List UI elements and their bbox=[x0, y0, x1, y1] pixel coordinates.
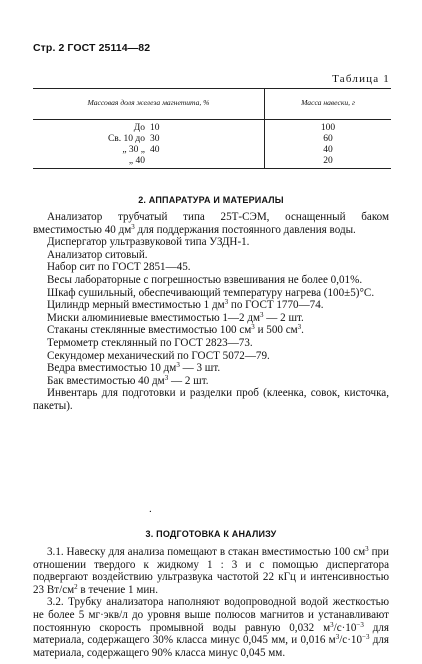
paragraph: Термометр стеклянный по ГОСТ 2823—73. bbox=[47, 336, 253, 349]
range-start: „ 30 „ bbox=[122, 145, 145, 155]
section-2-body bbox=[33, 211, 389, 413]
paragraph: Диспергатор ультразвуковой типа УЗДН-1. bbox=[47, 236, 250, 249]
paragraph: Миски алюминиевые вместимостью 1—2 $дм^3$ — 2 шт. bbox=[47, 310, 304, 324]
paragraph: Анализатор ситовый. bbox=[47, 248, 148, 261]
paragraph: Бак вместимостью 40 $дм^3$ — 2 шт. bbox=[47, 373, 209, 387]
section-3-title: 3. ПОДГОТОВКА К АНАЛИЗУ bbox=[145, 529, 277, 539]
range-start: До bbox=[133, 123, 145, 133]
table-bottom-rule bbox=[33, 168, 391, 169]
range-start: Св. 10 до bbox=[107, 134, 145, 144]
paragraph: Секундомер механический по ГОСТ 5072—79. bbox=[47, 349, 270, 362]
paragraph: 3.2. Трубку анализатора наполняют водопроводной водой жесткостью не более 5 мг·экв/л до уровня выше полюсов магнитов и устанавливают постоянную скорость промывной воды равную 0,032 $м^3/с\cdot 10^{-3}$ для материала, содержащего 30% класса минус 0,045 мм, и 0,016 $м^3/с\cdot 10^{-3}$ для материала, содержащего 90% класса минус 0,045 мм. bbox=[33, 596, 390, 659]
table-row bbox=[33, 156, 391, 167]
sample-mass: 20 bbox=[323, 156, 333, 166]
range-end: 10 bbox=[150, 123, 160, 133]
paragraph: 3.1. Навеску для анализа помещают в стакан вместимостью 100 $см^3$ при отношении твердого к жидкому 1 : 3 и с помощью диспергатора подвергают воздействию ультразвука частотой 22 кГц и интенсивностью 23 $Вт/см^2$ в течение 1 мин. bbox=[33, 545, 389, 596]
range-end: 40 bbox=[150, 145, 160, 155]
table-row bbox=[33, 123, 391, 134]
table-row bbox=[33, 145, 391, 156]
paragraph: Инвентарь для подготовки и разделки проб (клеенка, совок, кисточка, пакеты). bbox=[33, 387, 389, 412]
table-header-sample-mass: Масса навески, г bbox=[301, 98, 355, 107]
sample-mass: 60 bbox=[323, 134, 333, 144]
stray-mark: . bbox=[149, 503, 152, 515]
paragraph: Стаканы стеклянные вместимостью 100 $см^3$ и 500 $см^3$. bbox=[47, 323, 304, 337]
table-header-rule bbox=[33, 119, 391, 120]
sample-mass: 100 bbox=[320, 123, 336, 133]
table-row bbox=[33, 134, 391, 145]
paragraph: Весы лабораторные с погрешностью взвешивания не более 0,01%. bbox=[47, 273, 363, 286]
paragraph: Цилиндр мерный вместимостью 1 $дм^3$ по ГОСТ 1770—74. bbox=[47, 298, 324, 312]
section-2-title: 2. АППАРАТУРА И МАТЕРИАЛЫ bbox=[138, 195, 284, 205]
sample-mass: 40 bbox=[323, 145, 333, 155]
mass-table bbox=[33, 88, 391, 168]
table-header-iron-fraction: Массовая доля железа магнетита, % bbox=[87, 98, 210, 107]
page-header: Стр. 2 ГОСТ 25114—82 bbox=[33, 42, 151, 54]
paragraph: Набор сит по ГОСТ 2851—45. bbox=[47, 261, 191, 274]
table-top-rule bbox=[33, 88, 391, 89]
range-end: 30 bbox=[150, 134, 160, 144]
paragraph: Ведра вместимостью 10 $дм^3$ — 3 шт. bbox=[47, 361, 221, 375]
table-caption: Таблица 1 bbox=[332, 73, 390, 85]
paragraph: Шкаф сушильный, обеспечивающий температуру нагрева (100±5)°С. bbox=[47, 286, 375, 299]
section-3-body bbox=[33, 546, 389, 659]
paragraph: Анализатор трубчатый типа 25Т-СЭМ, оснащенный баком вместимостью 40 $дм^3$ для поддержания постоянного давления воды. bbox=[33, 211, 389, 236]
range-start: „ 40 bbox=[128, 156, 145, 166]
